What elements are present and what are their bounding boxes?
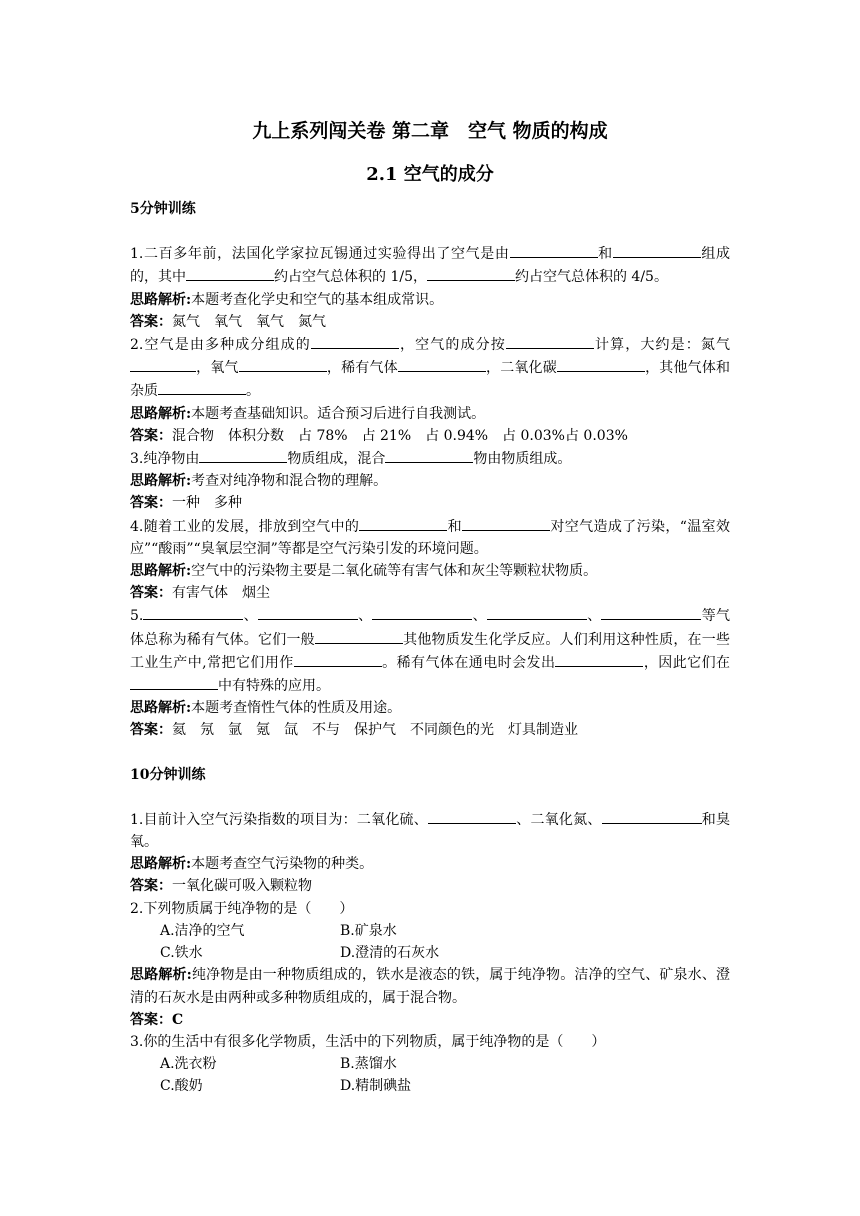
analysis-line: 思路解析:本题考查惰性气体的性质及用途。: [130, 700, 402, 717]
answer-blank[interactable]: [239, 356, 327, 372]
analysis-line: 思路解析:本题考查基础知识。适合预习后进行自我测试。: [130, 405, 486, 422]
answer-blank[interactable]: [315, 628, 403, 644]
section-heading: 5分钟训练: [130, 201, 196, 217]
section-title: 2.1 空气的成分: [366, 164, 494, 185]
question-3: 3.纯净物由 物质组成，混合 物由物质组成。: [130, 447, 730, 470]
answer-blank[interactable]: [294, 651, 382, 667]
answer-blank[interactable]: [427, 265, 515, 281]
answer-blank[interactable]: [130, 674, 218, 690]
option-c: C.铁水: [160, 945, 203, 962]
answer-blank[interactable]: [506, 333, 594, 349]
option-d: D.澄清的石灰水: [340, 945, 440, 962]
option-a: A.洁净的空气: [160, 922, 245, 939]
options: [130, 920, 730, 964]
answer-blank[interactable]: [398, 356, 486, 372]
answer-blank[interactable]: [311, 333, 399, 349]
answer-line: 答案：氮气 氧气 氧气 氮气: [130, 313, 326, 330]
answer-blank[interactable]: [602, 808, 702, 824]
answer-blank[interactable]: [186, 265, 274, 281]
page-title: 九上系列闯关卷 第二章 空气 物质的构成: [252, 120, 608, 142]
answer-blank[interactable]: [143, 604, 243, 620]
answer-blank[interactable]: [557, 356, 645, 372]
answer-blank[interactable]: [199, 447, 287, 463]
option-b: B.矿泉水: [340, 922, 397, 939]
question-1: 1.二百多年前，法国化学家拉瓦锡通过实验得出了空气是由 和 组成的，其中 约占空气总体积的 1/5， 约占空气总体积的 4/5。: [130, 242, 730, 288]
options: [130, 1053, 730, 1097]
question-4: 4.随着工业的发展，排放到空气中的 和 对空气造成了污染，“温室效应”“酸雨”“臭氧层空洞”等都是空气污染引发的环境问题。: [130, 515, 730, 560]
answer-line: 答案：一氧化碳可吸入颗粒物: [130, 878, 312, 895]
analysis-line: 思路解析:考查对纯净物和混合物的理解。: [130, 473, 388, 490]
question-3: 3.你的生活中有很多化学物质，生活中的下列物质，属于纯净物的是（ ）: [130, 1033, 606, 1050]
answer-blank[interactable]: [428, 808, 516, 824]
option-d: D.精制碘盐: [340, 1078, 412, 1095]
answer-line: 答案：混合物 体积分数 占 78% 占 21% 占 0.94% 占 0.03%占 0.03%: [130, 427, 628, 444]
analysis-line: 思路解析:本题考查空气污染物的种类。: [130, 856, 374, 873]
answer-blank[interactable]: [130, 356, 196, 372]
answer-blank[interactable]: [601, 604, 701, 620]
question-5: 5. 、 、 、 、 等气体总称为稀有气体。它们一般 其他物质发生化学反应。人们利用这种性质，在一些工业生产中,常把它们用作 。稀有气体在通电时会发出 ，因此它们在中有特殊的应用。: [130, 604, 730, 697]
answer-blank[interactable]: [555, 651, 643, 667]
question-1: 1.目前计入空气污染指数的项目为：二氧化硫、 、二氧化氮、 和臭氧。: [130, 808, 730, 853]
question-2: 2.空气是由多种成分组成的 ，空气的成分按 计算，大约是：氮气，氧气 ，稀有气体 ，二氧化碳 ，其他气体和杂质 。: [130, 333, 730, 403]
answer-blank[interactable]: [510, 242, 598, 258]
answer-blank[interactable]: [487, 604, 587, 620]
answer-blank[interactable]: [372, 604, 472, 620]
answer-blank[interactable]: [462, 515, 550, 531]
option-a: A.洗衣粉: [160, 1056, 217, 1073]
answer-blank[interactable]: [158, 379, 246, 395]
answer-line: 答案：氦 氖 氩 氪 氙 不与 保护气 不同颜色的光 灯具制造业: [130, 722, 578, 739]
option-c: C.酸奶: [160, 1078, 203, 1095]
answer-line: 答案：C: [130, 1011, 184, 1028]
analysis-line: 思路解析:空气中的污染物主要是二氧化硫等有害气体和灰尘等颗粒状物质。: [130, 563, 598, 580]
answer-line: 答案：一种 多种: [130, 495, 242, 512]
answer-blank[interactable]: [613, 242, 701, 258]
answer-blank[interactable]: [385, 447, 473, 463]
analysis-line: 思路解析:本题考查化学史和空气的基本组成常识。: [130, 291, 444, 308]
analysis-line: 思路解析:纯净物是由一种物质组成的，铁水是液态的铁，属于纯净物。洁净的空气、矿泉水、澄清的石灰水是由两种或多种物质组成的，属于混合物。: [130, 967, 731, 1006]
answer-blank[interactable]: [359, 515, 447, 531]
answer-line: 答案：有害气体 烟尘: [130, 585, 270, 602]
document-body: [130, 198, 730, 1098]
answer-blank[interactable]: [258, 604, 358, 620]
question-2: 2.下列物质属于纯净物的是（ ）: [130, 900, 354, 917]
option-b: B.蒸馏水: [340, 1056, 397, 1073]
section-heading: 10分钟训练: [130, 766, 206, 783]
